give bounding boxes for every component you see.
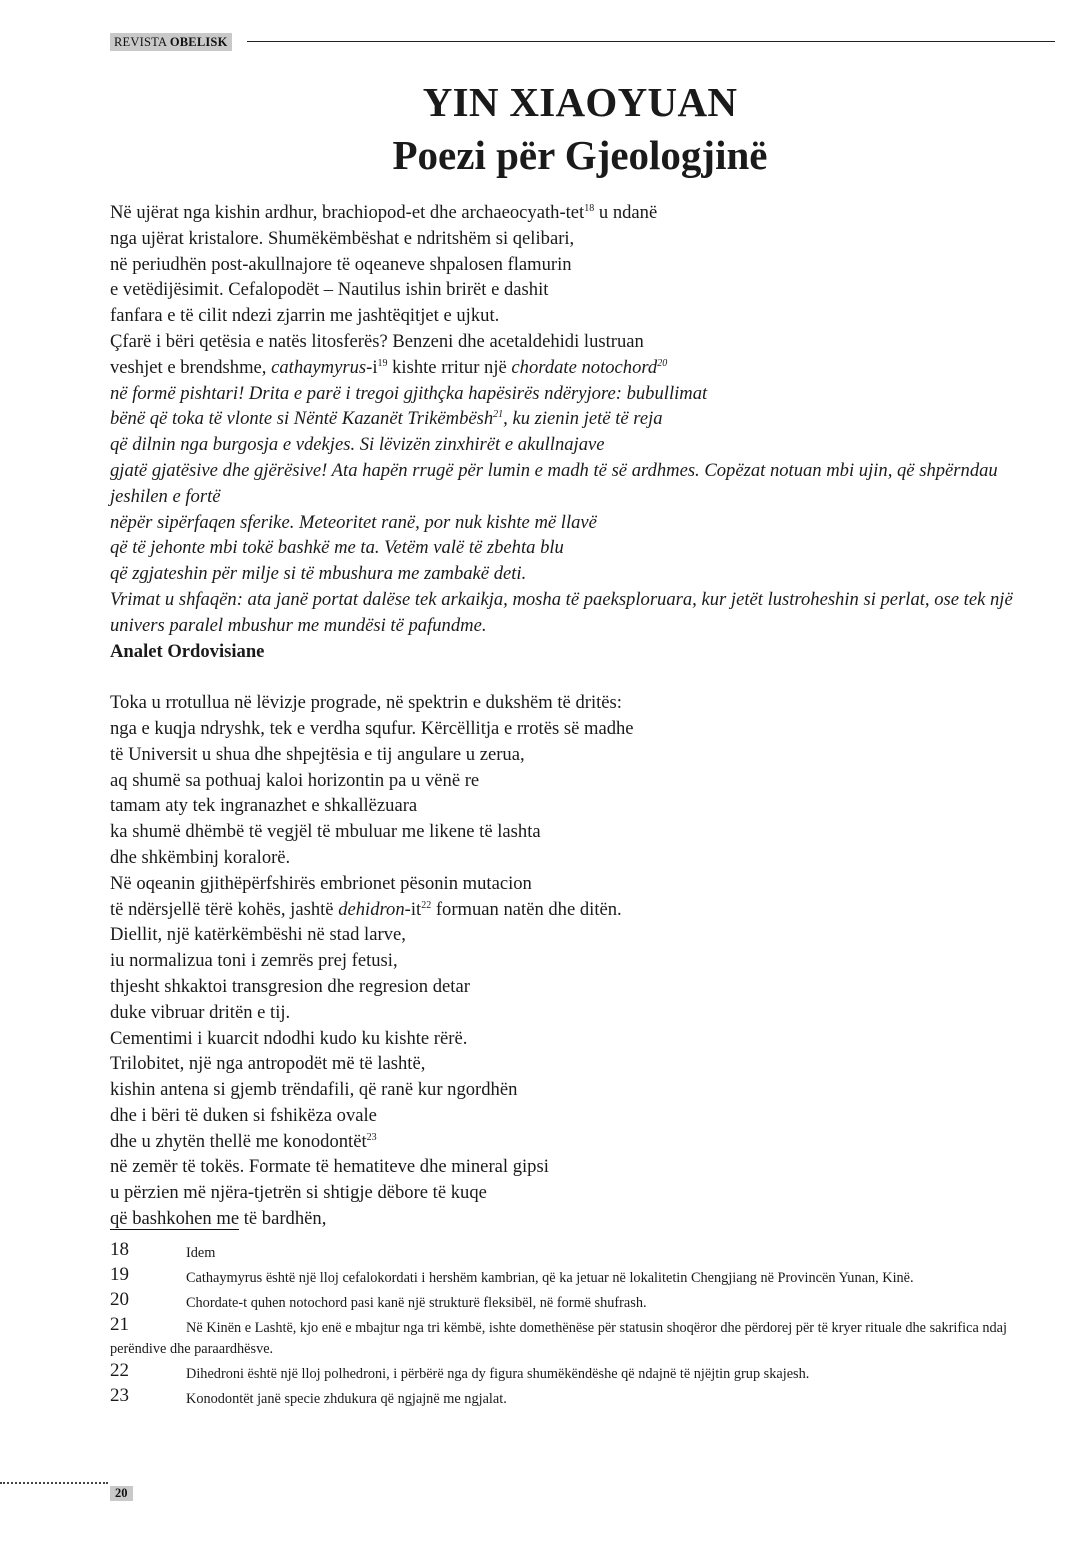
poem-line: Çfarë i bëri qetësia e natës litosferës? Benzeni dhe acetaldehidi lustruan — [110, 330, 644, 352]
footnote-text: Dihedroni është një lloj polhedroni, i përbërë nga dy figura shumëkëndëshe që ndajnë të njëjtin grup skajesh. — [186, 1366, 810, 1382]
footnote — [110, 1360, 1045, 1385]
poem-line: Trilobitet, një nga antropodët më të lashtë, — [110, 1053, 426, 1075]
magazine-name: OBELISK — [169, 35, 228, 49]
article-subtitle: Poezi për Gjeologjinë — [392, 132, 768, 178]
poem-line: Cementimi i kuarcit ndodhi kudo ku kishte rërë. — [110, 1027, 468, 1049]
poem-line: Diellit, një katërkëmbëshi në stad larve, — [110, 924, 406, 946]
poem-line — [110, 406, 1045, 432]
poem-line: u përzien më njëra-tjetrën si shtigje dëbore të kuqe — [110, 1182, 487, 1204]
poem-text: -it — [404, 898, 422, 920]
footnotes — [110, 1239, 1045, 1410]
footnote-text: Chordate-t quhen notochord pasi kanë një strukturë fleksibël, në formë shufrash. — [186, 1295, 647, 1311]
poem-line: nga ujërat kristalore. Shumëkëmbëshat e ndritshëm si qelibari, — [110, 227, 575, 249]
footnote-number: 19 — [110, 1264, 129, 1285]
footnote-number: 18 — [110, 1239, 129, 1260]
poem-line — [110, 200, 1045, 226]
poem-line: duke vibruar dritën e tij. — [110, 1001, 291, 1023]
poem-line: Në oqeanin gjithëpërfshirës embrionet pësonin mutacion — [110, 872, 532, 894]
title-block — [110, 78, 1050, 184]
footnote-ref: 22 — [421, 899, 432, 911]
poem-line: kishin antena si gjemb trëndafili, që ranë kur ngordhën — [110, 1079, 518, 1101]
poem-line: që zgjateshin për milje si të mbushura me zambakë deti. — [110, 563, 527, 585]
poem-line — [110, 355, 1045, 381]
poem-body — [110, 200, 1045, 1232]
poem-text: veshjet e brendshme, — [110, 356, 272, 378]
poem-text-italic: dehidron — [338, 898, 405, 920]
footnote-ref: 18 — [584, 203, 595, 214]
poem-line: dhe shkëmbinj koralorë. — [110, 846, 291, 868]
page-header — [110, 33, 1055, 53]
poem-line: nëpër sipërfaqen sferike. Meteoritet ranë, por nuk kishte më llavë — [110, 511, 597, 533]
section-title: Analet Ordovisiane — [110, 640, 265, 662]
poem-text: të ndërsjellë tërë kohës, jashtë — [110, 898, 339, 920]
footnote-text: Cathaymyrus është një lloj cefalokordati i hershëm kambrian, që ka jetuar në lokalitetin Chengjiang në Provincën Yunan, Kinë. — [186, 1270, 914, 1286]
poem-line: në formë pishtari! Drita e parë i tregoi gjithçka hapësirës ndëryjore: bubullimat — [110, 382, 708, 404]
footnote — [110, 1264, 1045, 1289]
poem-line: që dilnin nga burgosja e vdekjes. Si lëvizën zinxhirët e akullnajave — [110, 434, 605, 456]
footer-dotted-rule — [0, 1482, 108, 1484]
poem-line: ka shumë dhëmbë të vegjël të mbuluar me likene të lashta — [110, 821, 541, 843]
poem-text: Në ujërat nga kishin ardhur, brachiopod-et dhe archaeocyath-tet — [110, 202, 585, 223]
footnote-number: 20 — [110, 1289, 129, 1310]
footnote — [110, 1385, 1045, 1410]
footnote-number: 21 — [110, 1314, 129, 1335]
poem-text: u ndanë — [594, 202, 658, 223]
footnote-ref: 20 — [657, 357, 668, 369]
footnote — [110, 1239, 1045, 1264]
poem-line: aq shumë sa pothuaj kaloi horizontin pa u vënë re — [110, 769, 480, 791]
poem-line: që të jehonte mbi tokë bashkë me ta. Vetëm valë të zbehta blu — [110, 537, 564, 559]
footnote-text: Konodontët janë specie zhdukura që ngjajnë me ngjalat. — [186, 1391, 507, 1407]
footnote-text: Në Kinën e Lashtë, kjo enë e mbajtur nga tri këmbë, ishte domethënëse për statusin shoqëror dhe përdorej për të kryer rituale dhe sakrifica ndaj perëndive dhe paraardhësve. — [110, 1320, 1007, 1357]
poem-text: bënë që toka të vlonte si Nëntë Kazanët Trikëmbësh — [110, 408, 494, 430]
poem-line — [110, 1129, 1045, 1155]
poem-text: dhe u zhytën thellë me konodontët — [110, 1130, 367, 1152]
stanza-gap — [110, 664, 1045, 690]
poem-text: të bardhën, — [239, 1208, 327, 1230]
footnote-ref: 21 — [493, 409, 504, 421]
footnote-text: Idem — [186, 1245, 216, 1261]
footnote-ref: 19 — [377, 357, 388, 369]
page-number: 20 — [110, 1486, 133, 1501]
poem-line — [110, 1206, 1045, 1232]
poem-line: gjatë gjatësive dhe gjërësive! Ata hapën rrugë për lumin e madh të së ardhmes. Copëzat notuan mbi ujin, që shpërndau jeshilen e fortë — [110, 459, 998, 507]
poem-line: Toka u rrotullua në lëvizje prograde, në spektrin e dukshëm të dritës: — [110, 692, 622, 714]
author-name: YIN XIAOYUAN — [422, 79, 738, 125]
footnote-number: 23 — [110, 1385, 129, 1406]
footnote-ref: 23 — [366, 1131, 377, 1143]
footnote — [110, 1289, 1045, 1314]
poem-text-italic: chordate notochord — [511, 356, 658, 378]
poem-text-italic: cathaymyrus — [271, 356, 367, 378]
footnote-number: 22 — [110, 1360, 129, 1381]
poem-text: kishte rritur një — [387, 356, 512, 378]
poem-text: formuan natën dhe ditën. — [431, 898, 622, 920]
poem-line: në zemër të tokës. Formate të hematiteve dhe mineral gipsi — [110, 1156, 549, 1178]
poem-line: Vrimat u shfaqën: ata janë portat dalëse tek arkaikja, mosha të paeksploruara, kur jetët lustroheshin si perlat, ose tek një univers paralel mbushur me mundësi të pafundme. — [110, 588, 1013, 636]
poem-text: -i — [366, 356, 378, 378]
poem-line: iu normalizua toni i zemrës prej fetusi, — [110, 950, 398, 972]
poem-line: thjesht shkaktoi transgresion dhe regresion detar — [110, 975, 470, 997]
magazine-prefix: REVISTA — [114, 35, 167, 49]
poem-line — [110, 897, 1045, 923]
poem-line: e vetëdijësimit. Cefalopodët – Nautilus ishin brirët e dashit — [110, 279, 549, 301]
footnote — [110, 1314, 1045, 1360]
poem-line: nga e kuqja ndryshk, tek e verdha squfur. Kërcëllitja e rrotës së madhe — [110, 717, 634, 739]
footnote-separator-text: që bashkohen me — [110, 1208, 240, 1230]
poem-line: të Universit u shua dhe shpejtësia e tij angulare u zerua, — [110, 743, 525, 765]
poem-line: në periudhën post-akullnajore të oqeaneve shpalosen flamurin — [110, 253, 572, 275]
magazine-label — [110, 33, 232, 51]
poem-line: dhe i bëri të duken si fshikëza ovale — [110, 1104, 377, 1126]
poem-line: tamam aty tek ingranazhet e shkallëzuara — [110, 795, 418, 817]
header-rule — [247, 41, 1055, 42]
poem-line: fanfara e të cilit ndezi zjarrin me jashtëqitjet e ujkut. — [110, 305, 500, 327]
poem-text: , ku zienin jetë të reja — [503, 408, 663, 430]
